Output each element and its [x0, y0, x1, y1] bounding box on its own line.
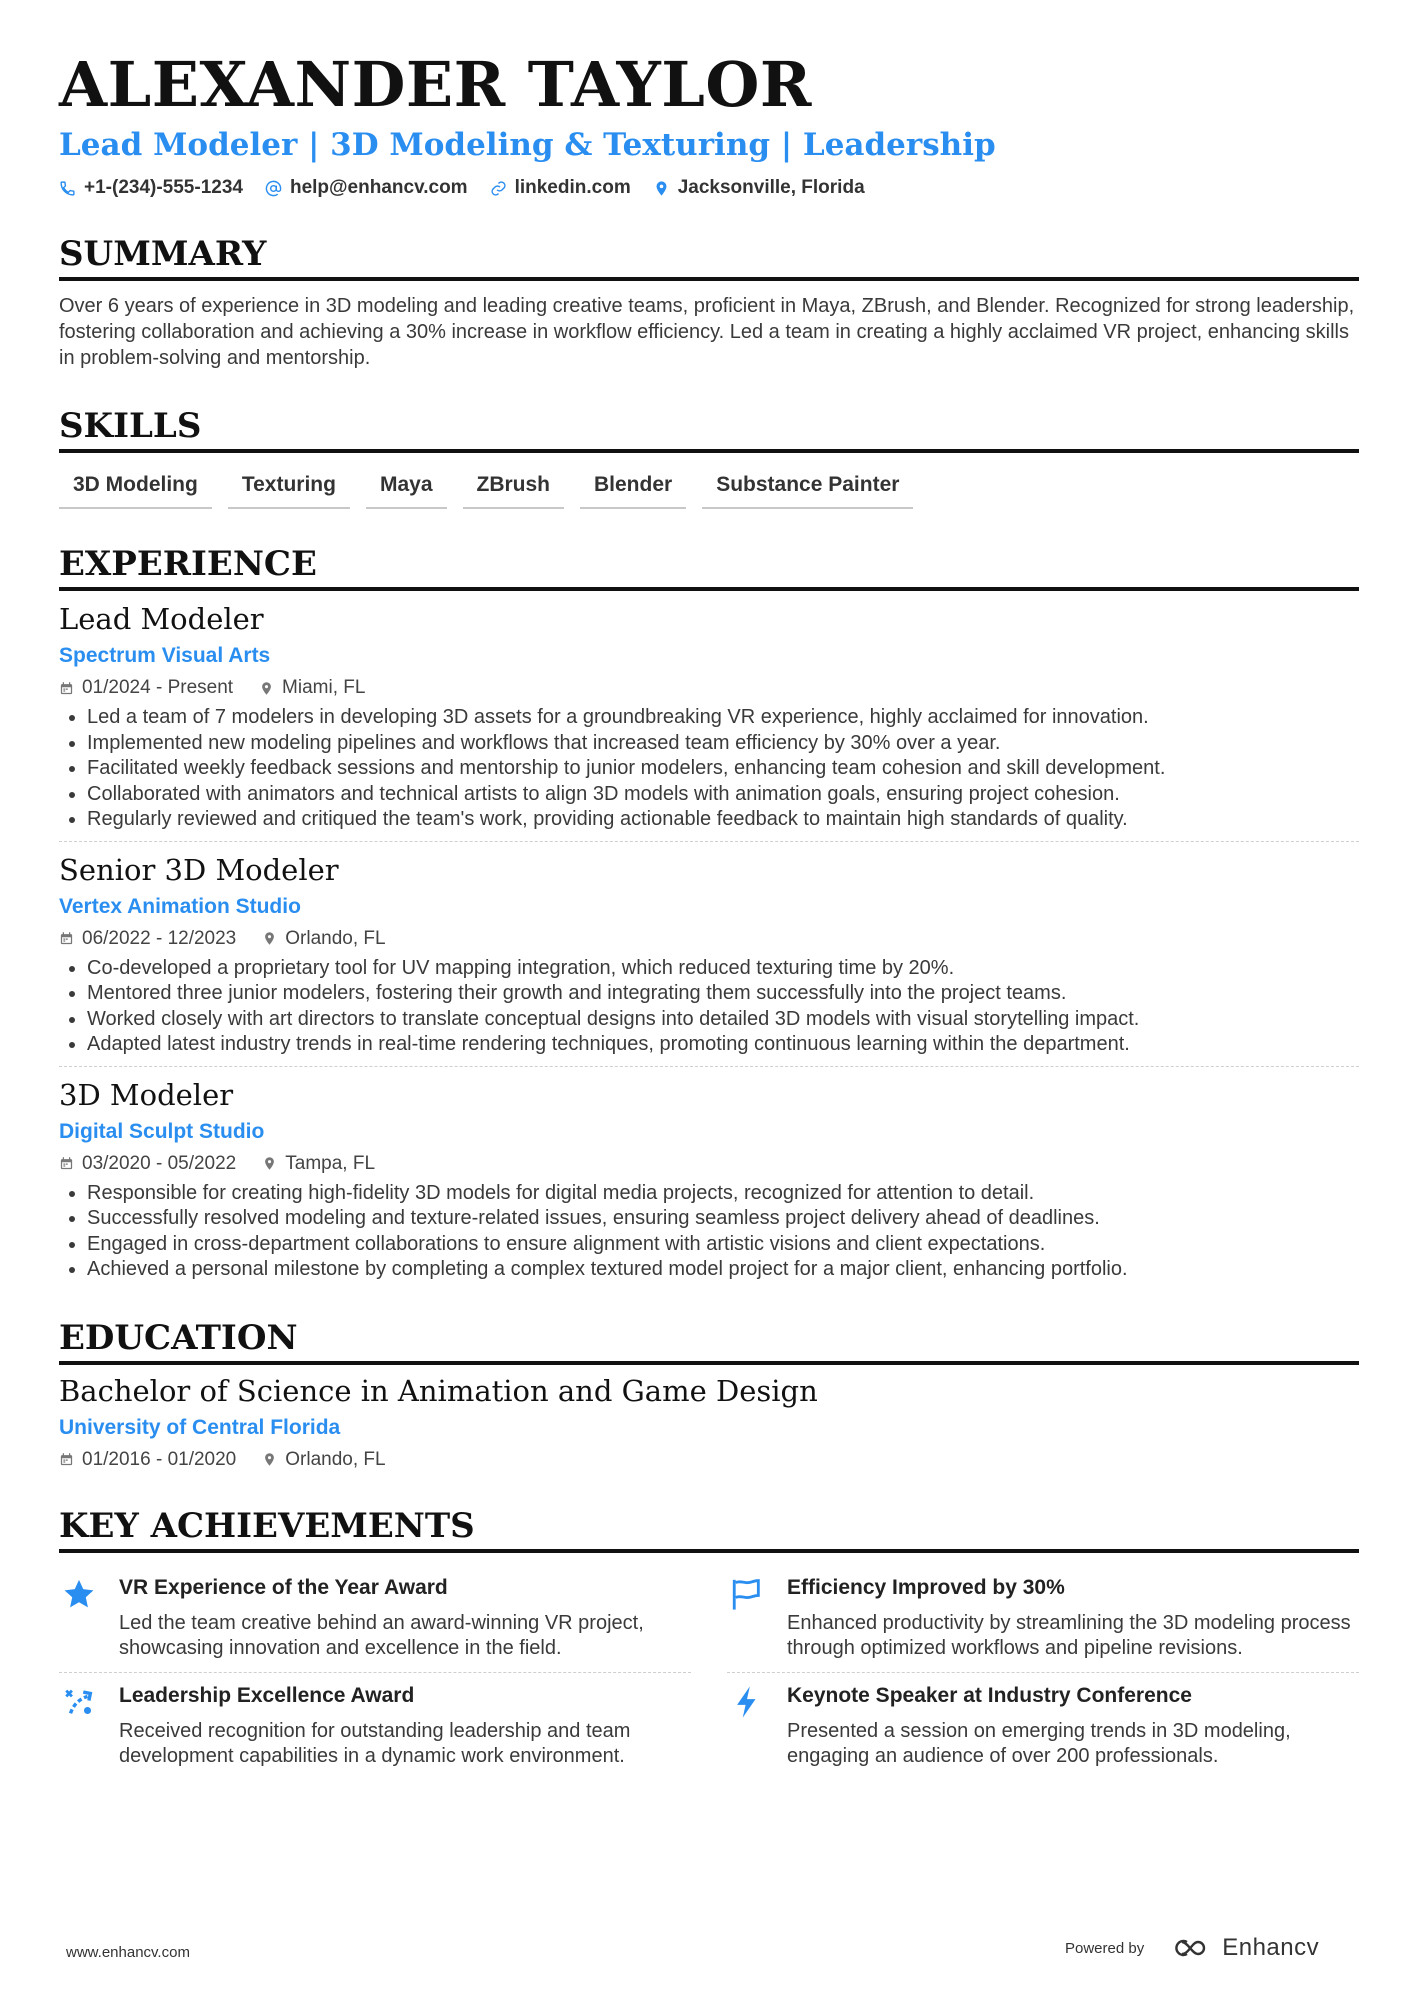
link-text: linkedin.com [514, 177, 631, 198]
skill-tag: Texturing [228, 469, 350, 509]
job-dates-text: 03/2020 - 05/2022 [82, 1152, 237, 1174]
skill-tag: Blender [580, 469, 686, 509]
star-icon [59, 1575, 99, 1662]
enhancv-logo[interactable] [1168, 1934, 1319, 1962]
resume-header [59, 50, 1359, 199]
company-name: Vertex Animation Studio [59, 894, 301, 918]
achievements-section [59, 1505, 1359, 1780]
school-name: University of Central Florida [59, 1415, 341, 1439]
location-pin-icon [259, 681, 274, 696]
footer-branding [1065, 1934, 1319, 1962]
education-dates [59, 1449, 236, 1471]
summary-heading: SUMMARY [59, 233, 1359, 281]
achievements-heading: KEY ACHIEVEMENTS [59, 1505, 1359, 1553]
education-section [59, 1317, 1359, 1479]
job-location [262, 928, 385, 950]
skills-list [59, 469, 1359, 509]
email-text: help@enhancv.com [289, 177, 468, 198]
job-location-text: Tampa, FL [285, 1152, 376, 1174]
achievement-desc: Enhanced productivity by streamlining the 3D modeling process through optimized workflows and pipeline revisions. [787, 1611, 1351, 1659]
job-title: Senior 3D Modeler [59, 852, 339, 887]
job-dates [59, 677, 233, 699]
skills-heading: SKILLS [59, 405, 1359, 453]
brand-name: Enhancv [1222, 1934, 1320, 1961]
location-pin-icon [653, 180, 670, 197]
bullet-item: • Mentored three junior modelers, fostering their growth and integrating them successfully into the project teams. [87, 981, 1359, 1007]
job-dates [59, 1153, 236, 1175]
enhancv-logo-icon [1168, 1936, 1214, 1960]
contact-email[interactable] [265, 177, 468, 199]
location-text: Jacksonville, Florida [677, 177, 865, 198]
candidate-name: ALEXANDER TAYLOR [59, 48, 812, 121]
achievement-title: Keynote Speaker at Industry Conference [787, 1683, 1192, 1707]
resume-page [59, 50, 1359, 1780]
bullet-item: • Engaged in cross-department collaborations to ensure alignment with artistic visions and client expectations. [87, 1232, 1359, 1258]
company-name: Digital Sculpt Studio [59, 1119, 265, 1143]
bullet-item: • Achieved a personal milestone by completing a complex textured model project for a major client, enhancing portfolio. [87, 1257, 1359, 1283]
contact-location [653, 177, 865, 199]
education-meta [59, 1449, 1359, 1471]
achievement-item [727, 1565, 1359, 1673]
job-location [259, 677, 365, 699]
degree-title: Bachelor of Science in Animation and Game Design [59, 1373, 818, 1408]
bullet-item: • Facilitated weekly feedback sessions and mentorship to junior modelers, enhancing team cohesion and skill development. [87, 756, 1359, 782]
bullet-item: • Co-developed a proprietary tool for UV mapping integration, which reduced texturing time by 20%. [87, 956, 1359, 982]
calendar-icon [59, 931, 74, 946]
phone-icon [59, 180, 76, 197]
contact-phone[interactable] [59, 177, 243, 199]
achievements-grid [59, 1565, 1359, 1780]
bullet-item: • Led a team of 7 modelers in developing 3D assets for a groundbreaking VR experience, highly acclaimed for innovation. [87, 705, 1359, 731]
bullet-item: • Implemented new modeling pipelines and workflows that increased team efficiency by 30% over a year. [87, 731, 1359, 757]
bullet-item: • Successfully resolved modeling and texture-related issues, ensuring seamless project delivery ahead of deadlines. [87, 1206, 1359, 1232]
powered-by-label: Powered by [1065, 1939, 1145, 1957]
contact-bar [59, 177, 1359, 199]
experience-section [59, 543, 1359, 1291]
job-entry [59, 852, 1359, 1067]
achievement-desc: Received recognition for outstanding leadership and team development capabilities in a dynamic work environment. [119, 1719, 631, 1767]
achievement-title: Leadership Excellence Award [119, 1683, 415, 1707]
achievement-desc: Led the team creative behind an award-winning VR project, showcasing innovation and excellence in the field. [119, 1611, 644, 1659]
job-bullets [59, 956, 1359, 1058]
job-dates-text: 06/2022 - 12/2023 [82, 927, 237, 949]
job-meta [59, 928, 1359, 950]
bullet-item: • Regularly reviewed and critiqued the team's work, providing actionable feedback to maintain high standards of quality. [87, 807, 1359, 833]
education-location-text: Orlando, FL [285, 1448, 386, 1470]
achievement-item [59, 1565, 691, 1673]
education-entry [59, 1373, 1359, 1479]
location-pin-icon [262, 1452, 277, 1467]
job-dates-text: 01/2024 - Present [82, 677, 234, 698]
skill-tag: Substance Painter [702, 469, 913, 509]
link-icon [490, 180, 507, 197]
candidate-headline: Lead Modeler | 3D Modeling & Texturing | Leadership [59, 127, 996, 163]
job-bullets [59, 1181, 1359, 1283]
achievement-item [727, 1673, 1359, 1780]
footer-website[interactable]: www.enhancv.com [66, 1944, 190, 1961]
achievement-item [59, 1673, 691, 1780]
company-name: Spectrum Visual Arts [59, 644, 271, 667]
job-location-text: Orlando, FL [285, 927, 386, 949]
summary-section [59, 233, 1359, 371]
calendar-icon [59, 1452, 74, 1467]
education-heading: EDUCATION [59, 1317, 1359, 1365]
achievement-title: Efficiency Improved by 30% [787, 1575, 1065, 1599]
job-title: Lead Modeler [59, 602, 264, 636]
at-icon [265, 180, 282, 197]
strategy-icon [59, 1683, 99, 1770]
job-meta [59, 1153, 1359, 1175]
job-entry [59, 1077, 1359, 1291]
job-bullets [59, 705, 1359, 833]
experience-heading: EXPERIENCE [59, 543, 1359, 591]
achievement-desc: Presented a session on emerging trends in 3D modeling, engaging an audience of over 200 professionals. [787, 1719, 1291, 1767]
achievement-title: VR Experience of the Year Award [119, 1575, 448, 1599]
skill-tag: ZBrush [463, 469, 565, 509]
skill-tag: Maya [366, 469, 447, 509]
job-location [262, 1153, 375, 1175]
job-meta [59, 677, 1359, 699]
skills-section [59, 405, 1359, 509]
bullet-item: • Worked closely with art directors to translate conceptual designs into detailed 3D models with visual storytelling impact. [87, 1007, 1359, 1033]
job-dates [59, 928, 236, 950]
contact-link[interactable] [490, 177, 631, 199]
summary-text: Over 6 years of experience in 3D modeling and leading creative teams, proficient in Maya, ZBrush, and Blender. Recognized for strong leadership, fostering collaboration and achieving a 30% increase in workflow efficiency. Led a team in creating a highly acclaimed VR project, enhancing skills in problem-solving and mentorship. [59, 295, 1355, 369]
education-dates-text: 01/2016 - 01/2020 [82, 1448, 237, 1470]
location-pin-icon [262, 931, 277, 946]
job-title: 3D Modeler [59, 1077, 234, 1112]
job-location-text: Miami, FL [282, 677, 366, 698]
bullet-item: • Responsible for creating high-fidelity 3D models for digital media projects, recognized for attention to detail. [87, 1181, 1359, 1207]
education-location [262, 1449, 385, 1471]
skill-tag: 3D Modeling [59, 469, 212, 509]
location-pin-icon [262, 1156, 277, 1171]
bolt-icon [727, 1683, 767, 1770]
phone-text: +1-(234)-555-1234 [84, 177, 243, 198]
calendar-icon [59, 681, 74, 696]
job-entry [59, 601, 1359, 842]
bullet-item: • Adapted latest industry trends in real-time rendering techniques, promoting continuous learning within the department. [87, 1032, 1359, 1058]
calendar-icon [59, 1156, 74, 1171]
flag-icon [727, 1575, 767, 1662]
bullet-item: • Collaborated with animators and technical artists to align 3D models with animation goals, ensuring project cohesion. [87, 782, 1359, 808]
